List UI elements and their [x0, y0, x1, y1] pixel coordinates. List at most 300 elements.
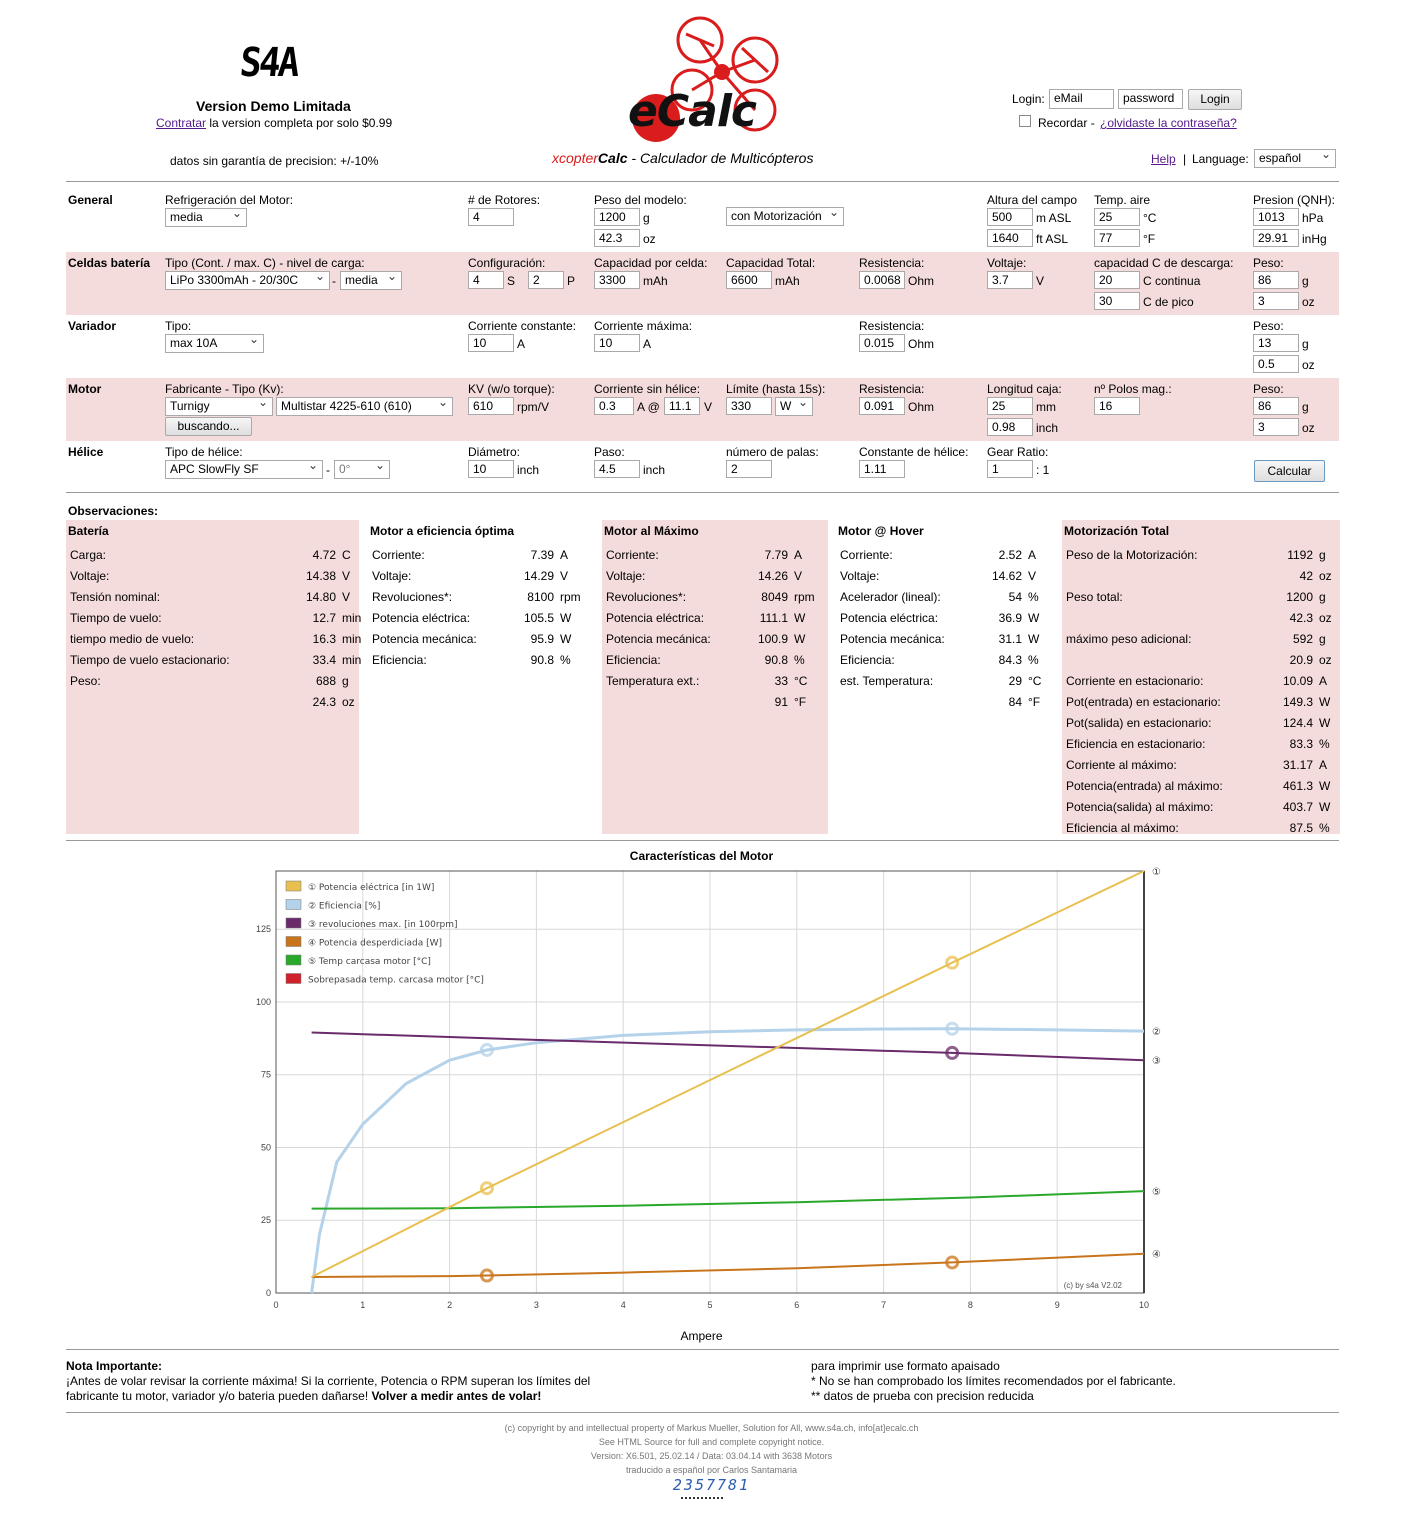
kv-label: KV (w/o torque): — [468, 382, 555, 396]
result-value: 31.17 — [1282, 758, 1313, 772]
battery-type-label: Tipo (Cont. / max. C) - nivel de carga: — [165, 256, 365, 270]
app-subtitle: xcopterCalc - Calculador de Multicópteros — [552, 150, 814, 166]
dash: - — [326, 463, 330, 477]
battery-voltage-input[interactable]: 3.7 — [987, 271, 1033, 289]
esc-max-label: Corriente máxima: — [594, 319, 693, 333]
result-unit: % — [1028, 590, 1039, 604]
result-unit: rpm — [794, 590, 815, 604]
result-label: Eficiencia al máximo: — [1066, 821, 1179, 835]
c-continuous-input[interactable]: 20 — [1094, 271, 1140, 289]
footer-translator: traducido a español por Carlos Santamaria — [625, 1465, 798, 1475]
weight-mode-select[interactable]: con Motorización ⌄ — [726, 207, 844, 226]
unit-label: inch — [643, 463, 666, 477]
poles-input[interactable]: 16 — [1094, 397, 1140, 415]
result-label: Acelerador (lineal): — [840, 590, 941, 604]
unit-label: °F — [1143, 232, 1156, 246]
pitch-input[interactable]: 4.5 — [594, 460, 640, 478]
forgot-password-link[interactable]: ¿olvidaste la contraseña? — [1100, 116, 1237, 130]
result-value: 111.1 — [759, 611, 788, 625]
air-temp-c-input[interactable]: 25 — [1094, 208, 1140, 226]
result-value: 16.3 — [312, 632, 336, 646]
result-unit: °F — [1028, 695, 1041, 709]
unit-label: mAh — [643, 274, 668, 288]
result-label: máximo peso adicional: — [1066, 632, 1192, 646]
air-temp-f-input[interactable]: 77 — [1094, 229, 1140, 247]
remember-label: Recordar - — [1038, 116, 1095, 130]
result-value: 461.3 — [1282, 779, 1313, 793]
result-value: 149.3 — [1282, 695, 1313, 709]
chart-credit: (c) by s4a V2.02 — [1063, 1281, 1122, 1290]
limit-unit-select[interactable]: W ⌄ — [775, 397, 813, 416]
esc-max-input[interactable]: 10 — [594, 334, 640, 352]
login-button[interactable]: Login — [1188, 89, 1242, 110]
section-general: General — [68, 193, 113, 207]
motor-resistance-label: Resistencia: — [859, 382, 925, 396]
result-value: 14.80 — [305, 590, 336, 604]
altitude-m-input[interactable]: 500 — [987, 208, 1033, 226]
motor-model-select[interactable]: Multistar 4225-610 (610) ⌄ — [276, 397, 453, 416]
x-tick-label: 6 — [794, 1300, 800, 1310]
result-label: Potencia mecánica: — [372, 632, 477, 646]
divider — [66, 1349, 1339, 1350]
battery-type-select[interactable]: LiPo 3300mAh - 20/30C ⌄ — [165, 271, 330, 290]
blades-label: número de palas: — [726, 445, 819, 459]
esc-cont-input[interactable]: 10 — [468, 334, 514, 352]
series-end-label: ② — [1152, 1027, 1161, 1039]
email-field[interactable]: eMail — [1049, 89, 1114, 109]
result-unit: W — [560, 611, 572, 625]
result-unit: g — [1319, 590, 1326, 604]
results-panel-total — [1062, 520, 1340, 834]
unit-label: g — [1302, 337, 1309, 351]
unit-label: P — [567, 274, 576, 288]
results-panel-max — [602, 520, 828, 834]
notes-line-1: ¡Antes de volar revisar la corriente máxima! Si la corriente, Potencia o RPM superan los límites del — [66, 1374, 591, 1388]
result-unit: °F — [794, 695, 807, 709]
esc-cont-label: Corriente constante: — [468, 319, 577, 333]
result-label: Voltaje: — [70, 569, 110, 583]
result-unit: C — [342, 548, 351, 562]
legend-label: ④ Potencia desperdiciada [W] — [308, 938, 443, 949]
login-label: Login: — [1012, 92, 1045, 106]
motor-weight-oz-input[interactable]: 3 — [1253, 418, 1299, 436]
kv-input[interactable]: 610 — [468, 397, 514, 415]
motor-search-button[interactable]: buscando... — [165, 417, 252, 436]
footer-notice: See HTML Source for full and complete copyright notice. — [598, 1437, 825, 1447]
result-label: Eficiencia: — [372, 653, 427, 667]
charge-level-select[interactable]: media ⌄ — [340, 271, 402, 290]
legend-label: ② Eficiencia [%] — [308, 901, 381, 912]
motor-resistance-input[interactable]: 0.091 — [859, 397, 905, 415]
result-label: Corriente: — [840, 548, 893, 562]
result-label: Potencia eléctrica: — [840, 611, 939, 625]
unit-label: C continua — [1143, 274, 1201, 288]
motor-mfr-label: Fabricante - Tipo (Kv): — [165, 382, 284, 396]
y-tick-label: 50 — [260, 1142, 271, 1153]
result-label: Potencia(entrada) al máximo: — [1066, 779, 1223, 793]
legend-label: ③ revoluciones max. [in 100rpm] — [308, 920, 458, 930]
result-value: 124.4 — [1282, 716, 1313, 730]
legend-label: Sobrepasada temp. carcasa motor [°C] — [308, 975, 484, 986]
result-label: Eficiencia: — [606, 653, 661, 667]
calculate-button[interactable]: Calcular — [1254, 460, 1325, 482]
result-label: Tiempo de vuelo estacionario: — [70, 653, 230, 667]
result-value: 14.62 — [991, 569, 1022, 583]
result-unit: V — [560, 569, 569, 583]
unit-label: mAh — [775, 274, 800, 288]
config-label: Configuración: — [468, 256, 546, 270]
result-unit: g — [1319, 632, 1326, 646]
motor-characteristics-chart — [240, 862, 1180, 1322]
result-unit: % — [1028, 653, 1039, 667]
diameter-input[interactable]: 10 — [468, 460, 514, 478]
notes-right-3: ** datos de prueba con precision reducida — [811, 1389, 1034, 1403]
result-label: Voltaje: — [606, 569, 646, 583]
result-value: 1200 — [1286, 590, 1313, 604]
result-value: 33.4 — [312, 653, 336, 667]
result-value: 20.9 — [1289, 653, 1313, 667]
result-value: 8049 — [761, 590, 788, 604]
result-value: 24.3 — [312, 695, 336, 709]
prop-constant-label: Constante de hélice: — [859, 445, 969, 459]
result-unit: A — [794, 548, 803, 562]
result-value: 105.5 — [523, 611, 554, 625]
legend-swatch — [286, 955, 301, 965]
motor-weight-g-input[interactable]: 86 — [1253, 397, 1299, 415]
divider — [66, 181, 1339, 182]
result-value: 7.79 — [764, 548, 788, 562]
result-value: 84.3 — [998, 653, 1022, 667]
legend-swatch — [286, 881, 301, 891]
pressure-inhg-input[interactable]: 29.91 — [1253, 229, 1299, 247]
result-value: 36.9 — [998, 611, 1022, 625]
result-label: Potencia mecánica: — [606, 632, 711, 646]
result-unit: W — [560, 632, 572, 646]
x-tick-label: 1 — [360, 1300, 366, 1310]
language-select[interactable]: español ⌄ — [1254, 149, 1336, 168]
s4a-logo: S4A — [237, 40, 300, 86]
notes-right-2: * No se han comprobado los límites recomendados por el fabricante. — [811, 1374, 1176, 1388]
cooling-select[interactable]: media ⌄ — [165, 208, 247, 227]
notes-right-1: para imprimir use formato apaisado — [811, 1359, 1000, 1373]
battery-resistance-input[interactable]: 0.0068 — [859, 271, 905, 289]
footer-copyright: (c) copyright by and intellectual property of Markus Mueller, Solution for All, www.s4a.ch, info[at]ecalc.ch — [504, 1423, 919, 1433]
unit-label: A — [517, 337, 526, 351]
unit-label: C de pico — [1143, 295, 1194, 309]
result-label: est. Temperatura: — [840, 674, 934, 688]
panel-title: Motor a eficiencia óptima — [370, 524, 515, 538]
unit-label: oz — [1302, 358, 1315, 372]
case-length-label: Longitud caja: — [987, 382, 1062, 396]
battery-weight-oz-input[interactable]: 3 — [1253, 292, 1299, 310]
result-value: 91 — [774, 695, 788, 709]
result-value: 100.9 — [757, 632, 788, 646]
result-label: Corriente en estacionario: — [1066, 674, 1204, 688]
notes-title: Nota Importante: — [66, 1359, 162, 1373]
language-label: Language: — [1192, 152, 1249, 166]
divider — [66, 840, 1339, 841]
result-value: 403.7 — [1282, 800, 1313, 814]
result-value: 31.1 — [998, 632, 1022, 646]
result-label: Peso: — [70, 674, 101, 688]
result-value: 42 — [1299, 569, 1313, 583]
result-label: tiempo medio de vuelo: — [70, 632, 195, 646]
result-value: 12.7 — [312, 611, 336, 625]
result-value: 14.26 — [757, 569, 788, 583]
x-tick-label: 10 — [1138, 1300, 1150, 1310]
esc-type-label: Tipo: — [165, 319, 192, 333]
unit-label: : 1 — [1036, 463, 1050, 477]
unit-label: Ohm — [908, 337, 935, 351]
prop-type-select[interactable]: APC SlowFly SF ⌄ — [165, 460, 323, 479]
unit-label: A @ — [637, 400, 660, 414]
result-label: Temperatura ext.: — [606, 674, 700, 688]
dash: - — [332, 274, 336, 288]
result-label: Peso de la Motorización: — [1066, 548, 1198, 562]
result-unit: W — [1028, 632, 1040, 646]
contract-link[interactable]: Contratar — [156, 116, 207, 130]
altitude-label: Altura del campo — [987, 193, 1078, 207]
chart-title: Características del Motor — [629, 849, 774, 863]
result-value: 592 — [1292, 632, 1313, 646]
x-tick-label: 7 — [881, 1300, 887, 1310]
pressure-hpa-input[interactable]: 1013 — [1253, 208, 1299, 226]
result-value: 33 — [774, 674, 788, 688]
panel-title: Motor @ Hover — [838, 524, 924, 538]
diameter-label: Diámetro: — [468, 445, 521, 459]
x-tick-label: 8 — [967, 1300, 973, 1310]
legend-label: ① Potencia eléctrica [in 1W] — [308, 883, 435, 893]
contract-line — [156, 116, 392, 130]
notes-line-2: fabricante tu motor, variador y/o bateria pueden dañarse! Volver a medir antes de volar! — [66, 1389, 542, 1403]
result-label: Eficiencia: — [840, 653, 895, 667]
result-unit: oz — [1319, 569, 1332, 583]
result-label: Voltaje: — [840, 569, 880, 583]
cell-capacity-input[interactable]: 3300 — [594, 271, 640, 289]
contract-rest: la version completa por solo $0.99 — [209, 116, 393, 130]
result-value: 90.8 — [764, 653, 788, 667]
result-unit: % — [560, 653, 571, 667]
cells-s-input[interactable]: 4 — [468, 271, 504, 289]
gear-ratio-input[interactable]: 1 — [987, 460, 1033, 478]
result-label: Potencia mecánica: — [840, 632, 945, 646]
y-tick-label: 25 — [260, 1215, 271, 1226]
result-unit: rpm — [560, 590, 581, 604]
result-unit: A — [560, 548, 569, 562]
esc-weight-g-input[interactable]: 13 — [1253, 334, 1299, 352]
altitude-ft-input[interactable]: 1640 — [987, 229, 1033, 247]
unit-label: rpm/V — [517, 400, 550, 414]
result-label: Pot(entrada) en estacionario: — [1066, 695, 1221, 709]
divider — [66, 492, 1339, 493]
limit-input[interactable]: 330 — [726, 397, 772, 415]
result-unit: V — [342, 590, 351, 604]
unit-label: V — [1036, 274, 1045, 288]
unit-label: Ohm — [908, 274, 935, 288]
panel-title: Batería — [68, 524, 109, 538]
result-unit: W — [1319, 695, 1331, 709]
result-unit: % — [794, 653, 805, 667]
result-value: 90.8 — [530, 653, 554, 667]
precision-disclaimer: datos sin garantía de precision: +/-10% — [170, 154, 379, 168]
esc-weight-oz-input[interactable]: 0.5 — [1253, 355, 1299, 373]
noload-label: Corriente sin hélice: — [594, 382, 701, 396]
unit-label: oz — [643, 232, 656, 246]
result-label: Peso total: — [1066, 590, 1123, 604]
results-panel-hover — [836, 520, 1054, 834]
c-peak-input[interactable]: 30 — [1094, 292, 1140, 310]
section-battery: Celdas batería — [68, 256, 151, 270]
prop-angle-select[interactable]: 0° ⌄ — [334, 460, 390, 479]
battery-weight-label: Peso: — [1253, 256, 1284, 270]
y-tick-label: 75 — [260, 1069, 271, 1080]
password-field[interactable]: password — [1118, 89, 1183, 109]
y-tick-label: 0 — [265, 1288, 271, 1298]
result-value: 2.52 — [998, 548, 1022, 562]
result-label: Pot(salida) en estacionario: — [1066, 716, 1212, 730]
total-capacity-label: Capacidad Total: — [726, 256, 816, 270]
c-rate-label: capacidad C de descarga: — [1094, 256, 1234, 270]
result-value: 688 — [315, 674, 336, 688]
results-panel-opt — [368, 520, 588, 673]
series-end-label: ⑤ — [1152, 1187, 1161, 1199]
ecalc-logo — [622, 12, 792, 142]
limit-label: Límite (hasta 15s): — [726, 382, 826, 396]
series-end-label: ④ — [1152, 1249, 1161, 1261]
section-esc: Variador — [68, 319, 117, 333]
result-unit: oz — [1319, 653, 1332, 667]
model-weight-g-input[interactable]: 1200 — [594, 208, 640, 226]
result-unit: g — [1319, 548, 1326, 562]
unit-label: S — [507, 274, 516, 288]
cooling-label: Refrigeración del Motor: — [165, 193, 294, 207]
esc-type-select[interactable]: max 10A ⌄ — [165, 334, 264, 353]
legend-label: ⑤ Temp carcasa motor [°C] — [308, 957, 431, 967]
battery-resistance-label: Resistencia: — [859, 256, 925, 270]
rotors-input[interactable]: 4 — [468, 208, 514, 226]
remember-checkbox[interactable] — [1019, 115, 1031, 127]
section-propeller: Hélice — [68, 445, 104, 459]
cells-p-input[interactable]: 2 — [528, 271, 564, 289]
model-weight-oz-input[interactable]: 42.3 — [594, 229, 640, 247]
result-unit: A — [1319, 758, 1328, 772]
help-link[interactable]: Help — [1151, 152, 1176, 166]
unit-label: inHg — [1302, 232, 1327, 246]
prop-constant-input[interactable]: 1.11 — [859, 460, 905, 478]
result-value: 14.38 — [305, 569, 336, 583]
y-tick-label: 125 — [255, 924, 271, 935]
unit-label: m ASL — [1036, 211, 1072, 225]
x-tick-label: 4 — [620, 1300, 626, 1310]
result-label: Potencia eléctrica: — [606, 611, 705, 625]
unit-label: hPa — [1302, 211, 1324, 225]
result-value: 87.5 — [1289, 821, 1313, 835]
result-label: Eficiencia en estacionario: — [1066, 737, 1206, 751]
section-motor: Motor — [68, 382, 102, 396]
result-unit: W — [794, 611, 806, 625]
case-length-mm-input[interactable]: 25 — [987, 397, 1033, 415]
battery-weight-g-input[interactable]: 86 — [1253, 271, 1299, 289]
result-unit: oz — [1319, 611, 1332, 625]
motor-weight-label: Peso: — [1253, 382, 1284, 396]
demo-title: Version Demo Limitada — [196, 98, 351, 114]
result-unit: g — [342, 674, 349, 688]
result-label: Revoluciones*: — [606, 590, 687, 604]
case-length-inch-input[interactable]: 0.98 — [987, 418, 1033, 436]
unit-label: oz — [1302, 421, 1315, 435]
result-label: Carga: — [70, 548, 107, 562]
result-unit: A — [1028, 548, 1037, 562]
unit-label: g — [1302, 400, 1309, 414]
result-value: 1192 — [1287, 548, 1313, 562]
esc-resistance-label: Resistencia: — [859, 319, 925, 333]
result-unit: W — [1319, 716, 1331, 730]
result-label: Voltaje: — [372, 569, 412, 583]
unit-label: mm — [1036, 400, 1056, 414]
result-unit: V — [1028, 569, 1037, 583]
blades-input[interactable]: 2 — [726, 460, 772, 478]
total-capacity-input[interactable]: 6600 — [726, 271, 772, 289]
result-unit: W — [1319, 800, 1331, 814]
result-value: 84 — [1008, 695, 1022, 709]
result-unit: % — [1319, 821, 1330, 835]
cell-capacity-label: Capacidad por celda: — [594, 256, 708, 270]
panel-title: Motor al Máximo — [604, 524, 699, 538]
result-value: 95.9 — [530, 632, 554, 646]
series-end-label: ③ — [1152, 1056, 1161, 1068]
result-value: 29 — [1008, 674, 1022, 688]
ecalc-wordmark: eCalc — [628, 86, 756, 137]
rotors-label: # de Rotores: — [468, 193, 541, 207]
counter-underline — [681, 1497, 723, 1499]
result-unit: min — [342, 653, 362, 667]
result-value: 10.09 — [1282, 674, 1313, 688]
unit-label: °C — [1143, 211, 1157, 225]
legend-swatch — [286, 974, 301, 984]
legend-swatch — [286, 918, 301, 928]
separator: | — [1183, 152, 1187, 166]
result-unit: W — [1028, 611, 1040, 625]
result-unit: W — [1319, 779, 1331, 793]
unit-label: V — [704, 400, 713, 414]
results-panel-battery — [66, 520, 362, 834]
noload-current-input[interactable]: 0.3 — [594, 397, 634, 415]
legend-swatch — [286, 937, 301, 947]
result-unit: °C — [794, 674, 808, 688]
legend-swatch — [286, 900, 301, 910]
result-unit: oz — [342, 695, 355, 709]
gear-ratio-label: Gear Ratio: — [987, 445, 1049, 459]
result-label: Revoluciones*: — [372, 590, 453, 604]
result-value: 83.3 — [1289, 737, 1313, 751]
unit-label: inch — [517, 463, 540, 477]
footer-version: Version: X6.501, 25.02.14 / Data: 03.04.14 with 3638 Motors — [590, 1451, 833, 1461]
model-weight-label: Peso del modelo: — [594, 193, 687, 207]
x-tick-label: 2 — [447, 1300, 453, 1310]
result-label: Corriente: — [372, 548, 425, 562]
result-label: Tensión nominal: — [70, 590, 161, 604]
series-end-label: ① — [1152, 867, 1161, 878]
result-value: 8100 — [527, 590, 554, 604]
esc-resistance-input[interactable]: 0.015 — [859, 334, 905, 352]
motor-mfr-select[interactable]: Turnigy ⌄ — [165, 397, 273, 416]
result-value: 7.39 — [530, 548, 554, 562]
x-tick-label: 5 — [707, 1300, 713, 1310]
x-tick-label: 3 — [533, 1300, 539, 1310]
result-unit: % — [1319, 737, 1330, 751]
noload-voltage-input[interactable]: 11.1 — [664, 397, 700, 415]
x-tick-label: 0 — [273, 1300, 279, 1310]
